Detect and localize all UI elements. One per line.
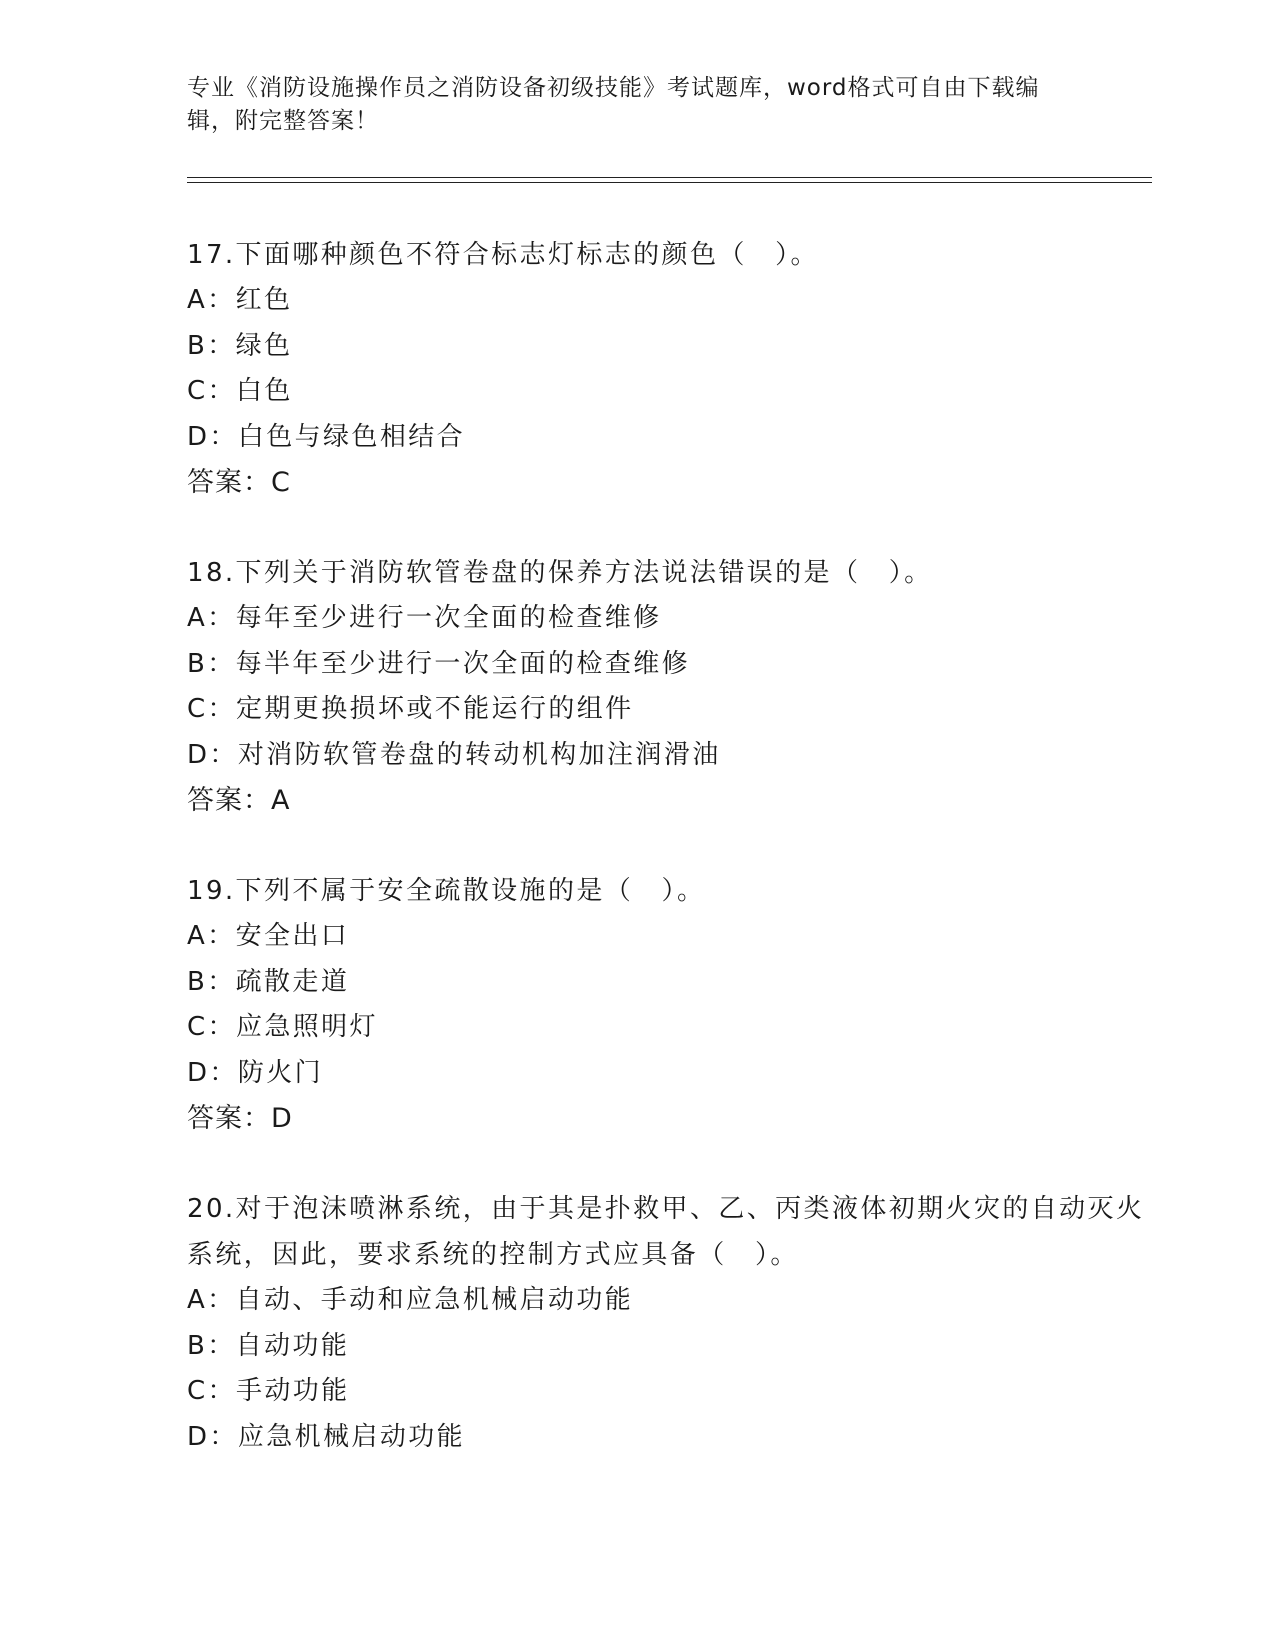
answer-line: 答案：A	[187, 785, 291, 816]
question-19	[187, 868, 1152, 1142]
option-c: C：白色	[187, 376, 293, 406]
option-c: C：定期更换损坏或不能运行的组件	[187, 694, 634, 724]
question-stem: 20.对于泡沫喷淋系统，由于其是扑救甲、乙、丙类液体初期火灾的自动灭火系统，因此，要求系统的控制方式应具备（ ）。	[187, 1194, 1145, 1270]
option-a: A：自动、手动和应急机械启动功能	[187, 1285, 634, 1315]
answer-line: 答案：D	[187, 1103, 293, 1134]
option-d: D：白色与绿色相结合	[187, 421, 466, 452]
header-text: 专业《消防设施操作员之消防设备初级技能》考试题库，word格式可自由下载编辑，附完整答案！	[187, 75, 1040, 134]
question-17	[187, 232, 1152, 506]
option-d: D：应急机械启动功能	[187, 1421, 466, 1452]
option-a: A：安全出口	[187, 921, 350, 951]
question-list	[187, 232, 1152, 1460]
question-20	[187, 1186, 1152, 1460]
option-c: C：应急照明灯	[187, 1012, 378, 1042]
option-a: A：每年至少进行一次全面的检查维修	[187, 603, 662, 633]
header-divider	[187, 177, 1152, 183]
question-18	[187, 550, 1152, 824]
question-stem: 17.下面哪种颜色不符合标志灯标志的颜色（ ）。	[187, 240, 819, 270]
option-b: B：自动功能	[187, 1330, 350, 1361]
option-b: B：绿色	[187, 330, 293, 361]
option-b: B：疏散走道	[187, 966, 350, 997]
answer-line: 答案：C	[187, 467, 291, 498]
option-c: C：手动功能	[187, 1376, 350, 1406]
question-stem: 18.下列关于消防软管卷盘的保养方法说法错误的是（ ）。	[187, 558, 933, 588]
option-b: B：每半年至少进行一次全面的检查维修	[187, 648, 691, 679]
question-stem: 19.下列不属于安全疏散设施的是（ ）。	[187, 876, 706, 906]
option-d: D：对消防软管卷盘的转动机构加注润滑油	[187, 739, 721, 770]
option-d: D：防火门	[187, 1057, 324, 1088]
option-a: A：红色	[187, 285, 293, 315]
